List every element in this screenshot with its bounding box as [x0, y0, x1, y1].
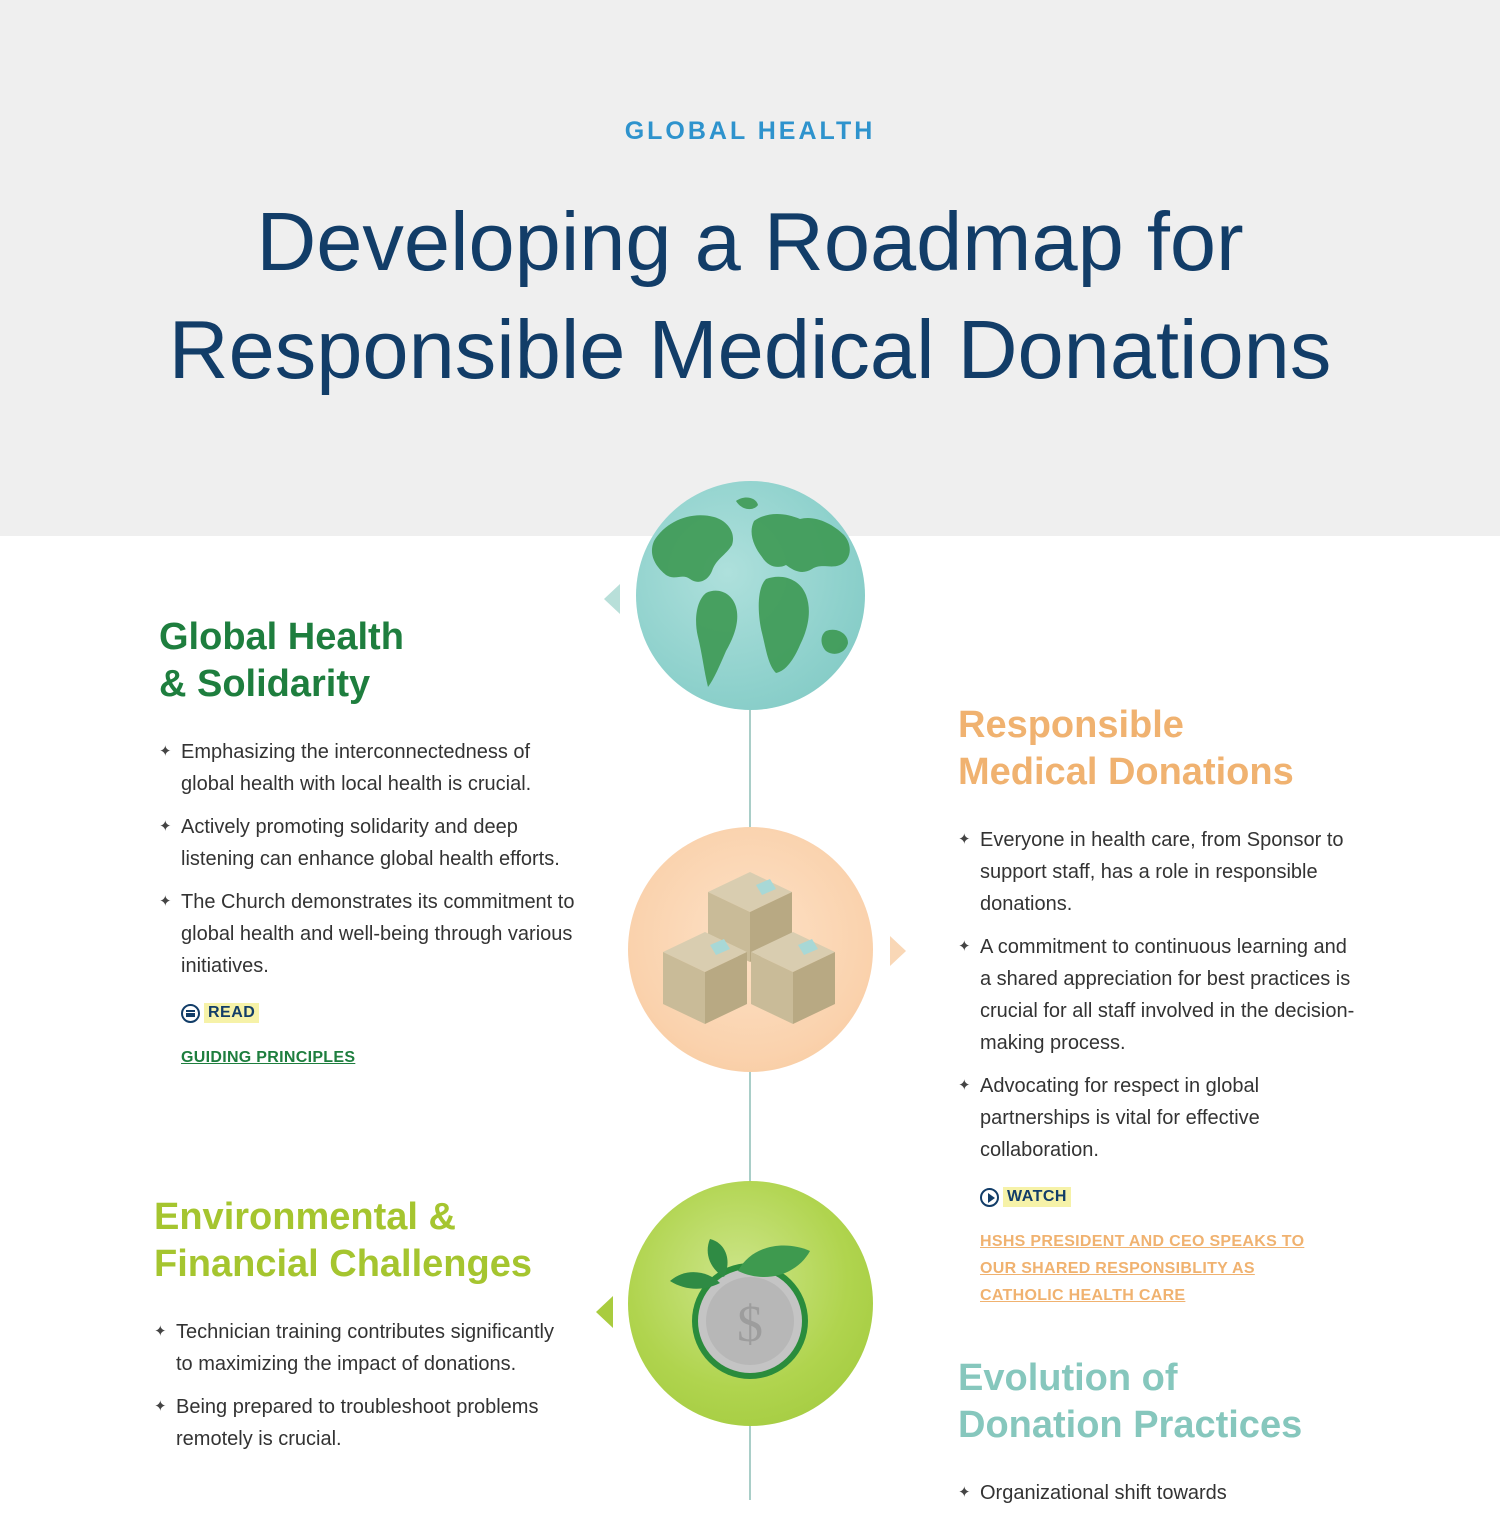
sparkle-bullet-icon: ✦ [958, 938, 971, 955]
list-item: ✦ A commitment to continuous learning and a shared appreciation for best practices is crucial for all staff involved in the decision-making process. [958, 931, 1358, 1059]
title-line-1: Developing a Roadmap for [256, 195, 1244, 288]
pointer-arrow-right [890, 936, 906, 966]
list-item: ✦ Everyone in health care, from Sponsor to support staff, has a role in responsible donations. [958, 824, 1358, 920]
category-kicker: GLOBAL HEALTH [624, 117, 876, 145]
sparkle-bullet-icon: ✦ [159, 743, 172, 760]
section-environmental-financial-challenges [154, 1194, 574, 1466]
document-icon [181, 1004, 200, 1023]
bullet-list [159, 736, 589, 982]
globe-icon [636, 481, 865, 710]
ceo-video-link[interactable]: HSHS PRESIDENT AND CEO SPEAKS TO OUR SHARED RESPONSIBLITY AS CATHOLIC HEALTH CARE [980, 1232, 1305, 1304]
sparkle-bullet-icon: ✦ [159, 893, 172, 910]
play-icon [980, 1188, 999, 1207]
list-item: ✦ Actively promoting solidarity and deep listening can enhance global health efforts. [159, 811, 589, 875]
section-heading: Evolution of Donation Practices [958, 1357, 1303, 1446]
sparkle-bullet-icon: ✦ [159, 818, 172, 835]
list-item: ✦ Being prepared to troubleshoot problems remotely is crucial. [154, 1391, 574, 1455]
pointer-arrow-left [604, 584, 620, 614]
bullet-list [958, 1477, 1378, 1509]
list-item: ✦ Emphasizing the interconnectedness of global health with local health is crucial. [159, 736, 589, 800]
section-responsible-medical-donations [958, 702, 1358, 1309]
coin-leaf-icon [628, 1181, 873, 1426]
list-item: ✦ Advocating for respect in global partnerships is vital for effective collaboration. [958, 1070, 1358, 1166]
svg-text:$: $ [737, 1296, 763, 1353]
sparkle-bullet-icon: ✦ [958, 831, 971, 848]
watch-tag: WATCH [980, 1187, 1071, 1207]
page-title [0, 188, 1500, 404]
section-heading: Global Health & Solidarity [159, 616, 404, 705]
bullet-list [154, 1316, 574, 1455]
read-tag: READ [181, 1003, 259, 1023]
boxes-icon [628, 827, 873, 1072]
section-evolution-donation-practices [958, 1355, 1378, 1520]
sparkle-bullet-icon: ✦ [154, 1398, 167, 1415]
list-item: ✦ Organizational shift towards [958, 1477, 1378, 1509]
pointer-arrow-left-green [596, 1296, 613, 1328]
bullet-list [958, 824, 1358, 1166]
sparkle-bullet-icon: ✦ [958, 1484, 971, 1501]
sparkle-bullet-icon: ✦ [154, 1323, 167, 1340]
list-item: ✦ Technician training contributes significantly to maximizing the impact of donations. [154, 1316, 574, 1380]
guiding-principles-link[interactable]: GUIDING PRINCIPLES [181, 1048, 356, 1066]
section-global-health-solidarity [159, 614, 589, 1071]
title-line-2: Responsible Medical Donations [168, 303, 1332, 396]
list-item: ✦ The Church demonstrates its commitment to global health and well-being through various initiatives. [159, 886, 589, 982]
sparkle-bullet-icon: ✦ [958, 1077, 971, 1094]
section-heading: Responsible Medical Donations [958, 704, 1294, 793]
section-heading: Environmental & Financial Challenges [154, 1196, 532, 1285]
